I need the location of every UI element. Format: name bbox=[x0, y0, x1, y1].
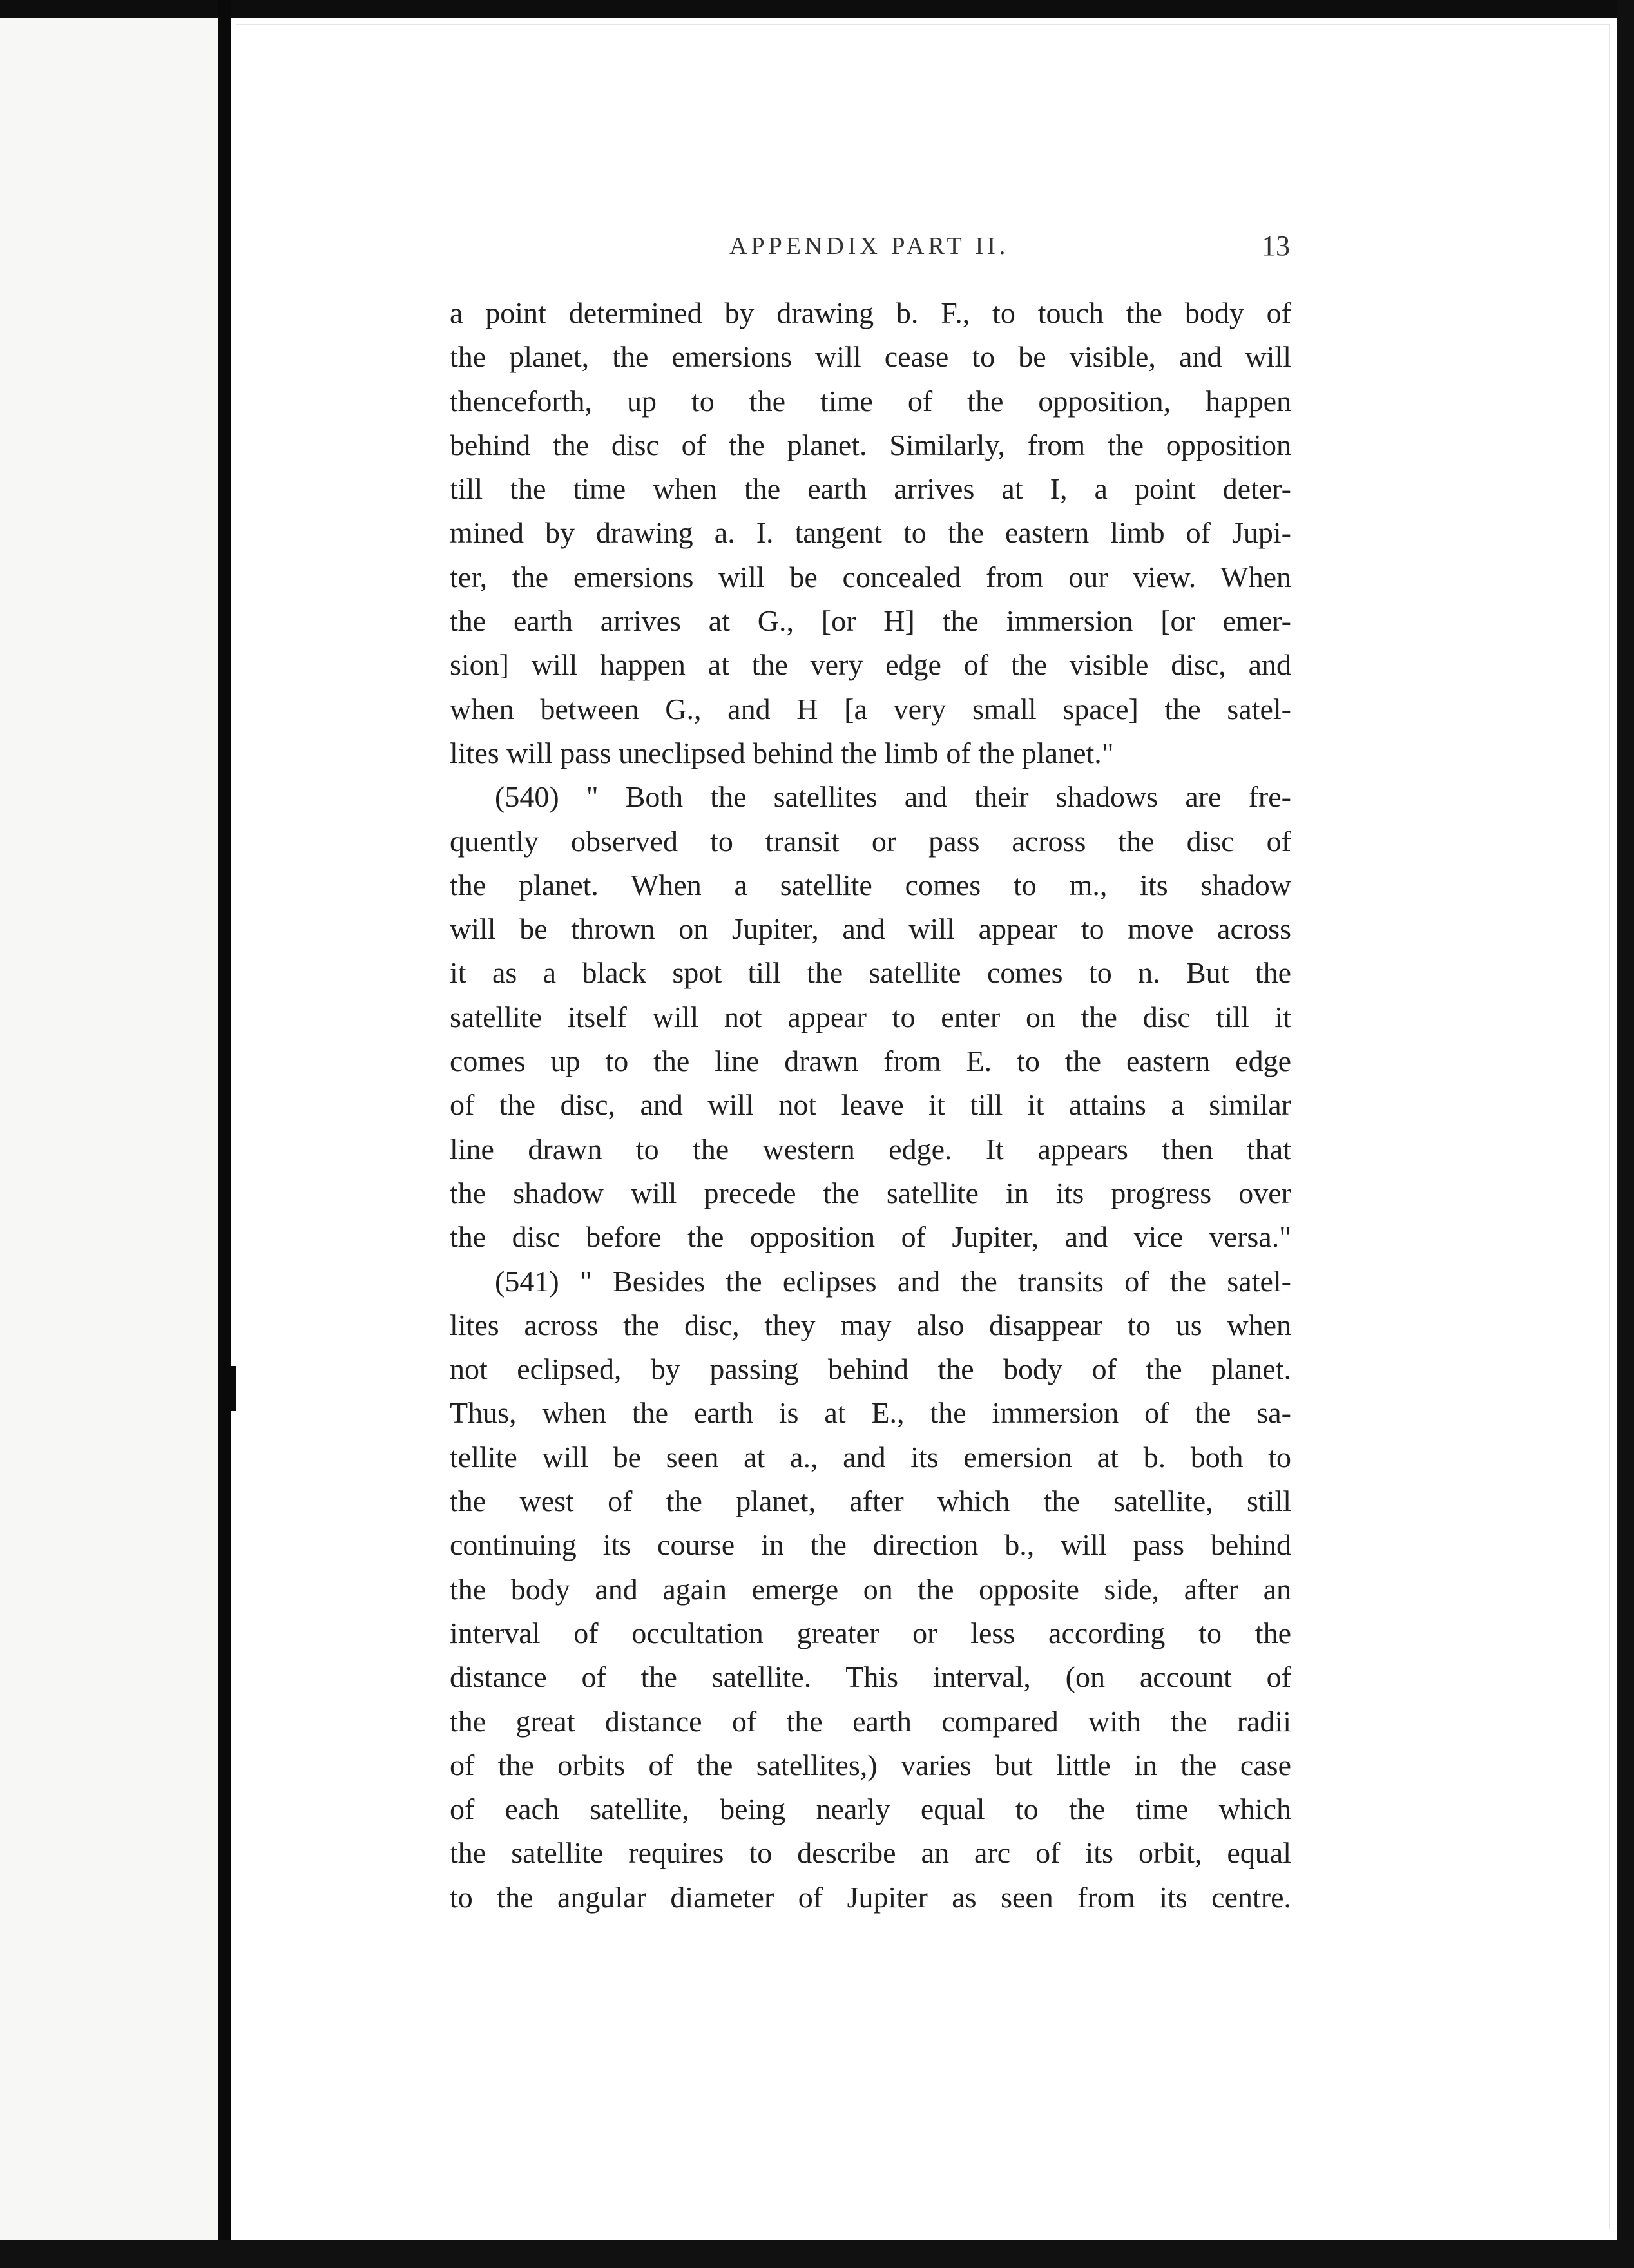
text-line: lites across the disc, they may also disappear to us when bbox=[450, 1308, 1291, 1341]
text-line: a point determined by drawing b. F., to touch the body of bbox=[450, 296, 1291, 329]
text-line: the satellite requires to describe an arc of its orbit, equal bbox=[450, 1836, 1291, 1870]
text-line: will be thrown on Jupiter, and will appear to move across bbox=[450, 912, 1291, 946]
text-line: the disc before the opposition of Jupiter, and vice versa." bbox=[450, 1220, 1291, 1254]
text-line: the planet. When a satellite comes to m., its shadow bbox=[450, 868, 1291, 901]
running-header bbox=[459, 232, 1290, 271]
book-gutter bbox=[218, 0, 231, 2240]
text-line: lites will pass uneclipsed behind the limb of the planet." bbox=[450, 736, 1114, 769]
running-title: APPENDIX PART II. bbox=[729, 233, 1010, 260]
paragraph-540-start: (540) " Both the satellites and their shadows are fre- bbox=[495, 780, 1291, 814]
scan-top-border bbox=[0, 0, 1634, 18]
facing-page-edge bbox=[0, 18, 218, 2240]
text-line: sion] will happen at the very edge of the visible disc, and bbox=[450, 648, 1291, 682]
text-line: not eclipsed, by passing behind the body of the planet. bbox=[450, 1352, 1291, 1386]
text-line: of each satellite, being nearly equal to the time which bbox=[450, 1792, 1291, 1826]
text-line: to the angular diameter of Jupiter as seen from its centre. bbox=[450, 1880, 1291, 1914]
text-line: line drawn to the western edge. It appears then that bbox=[450, 1132, 1291, 1166]
text-line: thenceforth, up to the time of the opposition, happen bbox=[450, 384, 1291, 418]
text-line: of the disc, and will not leave it till it attains a similar bbox=[450, 1088, 1291, 1122]
text-line: the earth arrives at G., [or H] the immersion [or emer- bbox=[450, 604, 1291, 638]
text-line: of the orbits of the satellites,) varies but little in the case bbox=[450, 1748, 1291, 1782]
text-line: interval of occultation greater or less according to the bbox=[450, 1616, 1291, 1649]
scan-bottom-border bbox=[0, 2240, 1634, 2268]
text-line: comes up to the line drawn from E. to the eastern edge bbox=[450, 1044, 1291, 1078]
text-line: the shadow will precede the satellite in its progress over bbox=[450, 1176, 1291, 1209]
text-line: continuing its course in the direction b., will pass behind bbox=[450, 1528, 1291, 1562]
page-number: 13 bbox=[1262, 230, 1290, 262]
gutter-mark bbox=[227, 1366, 236, 1411]
text-line: Thus, when the earth is at E., the immersion of the sa- bbox=[450, 1396, 1291, 1430]
text-line: the west of the planet, after which the satellite, still bbox=[450, 1485, 1291, 1518]
paragraph-541-start: (541) " Besides the eclipses and the transits of the satel- bbox=[495, 1264, 1291, 1298]
text-line: tellite will be seen at a., and its emersion at b. both to bbox=[450, 1440, 1291, 1474]
text-line: ter, the emersions will be concealed from our view. When bbox=[450, 560, 1291, 593]
text-line: satellite itself will not appear to enter on the disc till it bbox=[450, 1000, 1291, 1033]
text-line: it as a black spot till the satellite comes to n. But the bbox=[450, 956, 1291, 990]
scan-right-border bbox=[1617, 0, 1634, 2268]
text-line: the great distance of the earth compared with the radii bbox=[450, 1704, 1291, 1738]
text-line: quently observed to transit or pass across the disc of bbox=[450, 824, 1291, 858]
text-line: till the time when the earth arrives at I, a point deter- bbox=[450, 472, 1291, 506]
body-text bbox=[450, 291, 1291, 1919]
text-line: distance of the satellite. This interval, (on account of bbox=[450, 1660, 1291, 1694]
text-line: the body and again emerge on the opposite side, after an bbox=[450, 1572, 1291, 1606]
text-line: when between G., and H [a very small space] the satel- bbox=[450, 692, 1291, 726]
text-line: behind the disc of the planet. Similarly, from the opposition bbox=[450, 428, 1291, 461]
text-line: mined by drawing a. I. tangent to the eastern limb of Jupi- bbox=[450, 516, 1291, 550]
text-line: the planet, the emersions will cease to be visible, and will bbox=[450, 340, 1291, 374]
